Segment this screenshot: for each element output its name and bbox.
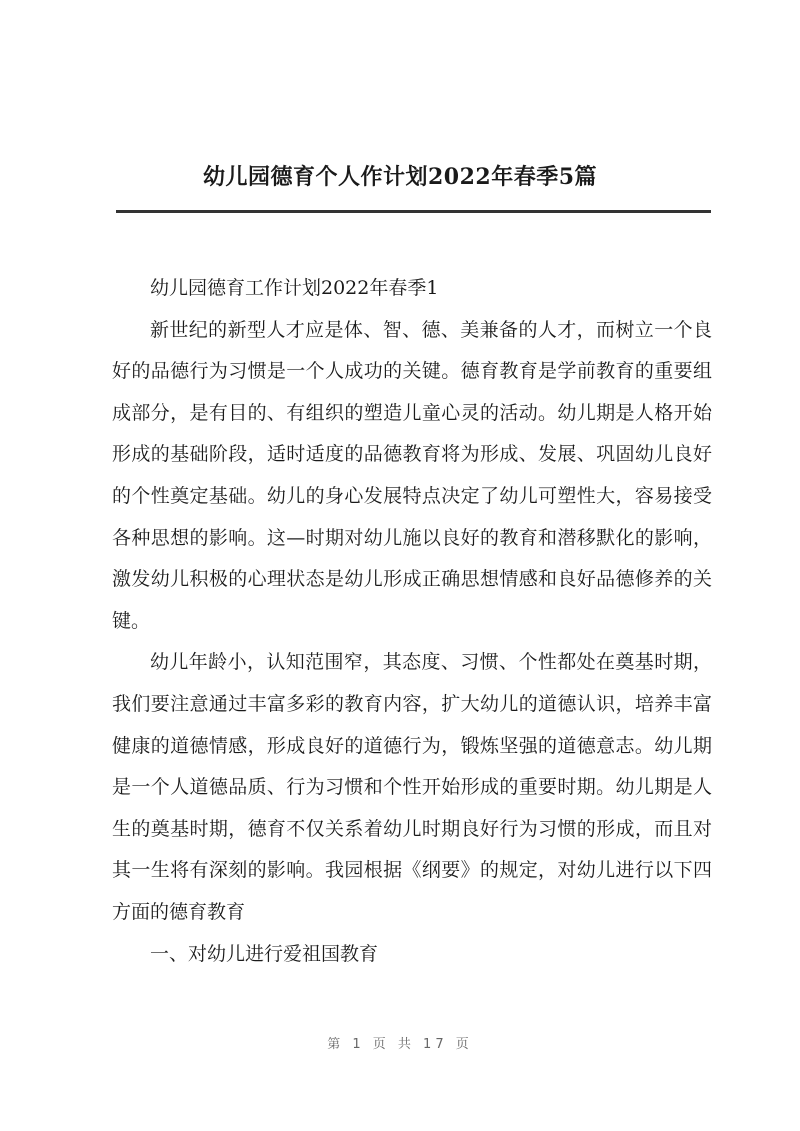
page-footer: 第 1 页 共 17 页 (327, 1037, 473, 1052)
paragraph-1: 新世纪的新型人才应是体、智、德、美兼备的人才，而树立一个良好的品德行为习惯是一个人成功的关键。德育教育是学前教育的重要组成部分，是有目的、有组织的塑造儿童心灵的活动。幼儿期是人格开始形成的基础阶段，适时适度的品德教育将为形成、发展、巩固幼儿良好的个性奠定基础。幼儿的身心发展特点决定了幼儿可塑性大，容易接受各种思想的影响。这—时期对幼儿施以良好的教育和潜移默化的影响，激发幼儿积极的心理状态是幼儿形成正确思想情感和良好品德修养的关键。 (112, 318, 712, 632)
subheading-patriotism: 一、对幼儿进行爱祖国教育 (150, 942, 379, 965)
paragraph-2: 幼儿年龄小，认知范围窄，其态度、习惯、个性都处在奠基时期，我们要注意通过丰富多彩的教育内容，扩大幼儿的道德认识，培养丰富健康的道德情感，形成良好的道德行为，锻炼坚强的道德意志。幼儿期是一个人道德品质、行为习惯和个性开始形成的重要时期。幼儿期是人生的奠基时期，德育不仅关系着幼儿时期良好行为习惯的形成，而且对其一生将有深刻的影响。我园根据《纲要》的规定，对幼儿进行以下四方面的德育教育 (112, 651, 712, 923)
section-heading: 幼儿园德育工作计划2022年春季1 (150, 277, 439, 299)
document-body (112, 268, 712, 975)
document-title: 幼儿园德育个人作计划2022年春季5篇 (202, 164, 598, 190)
title-divider (116, 210, 711, 213)
